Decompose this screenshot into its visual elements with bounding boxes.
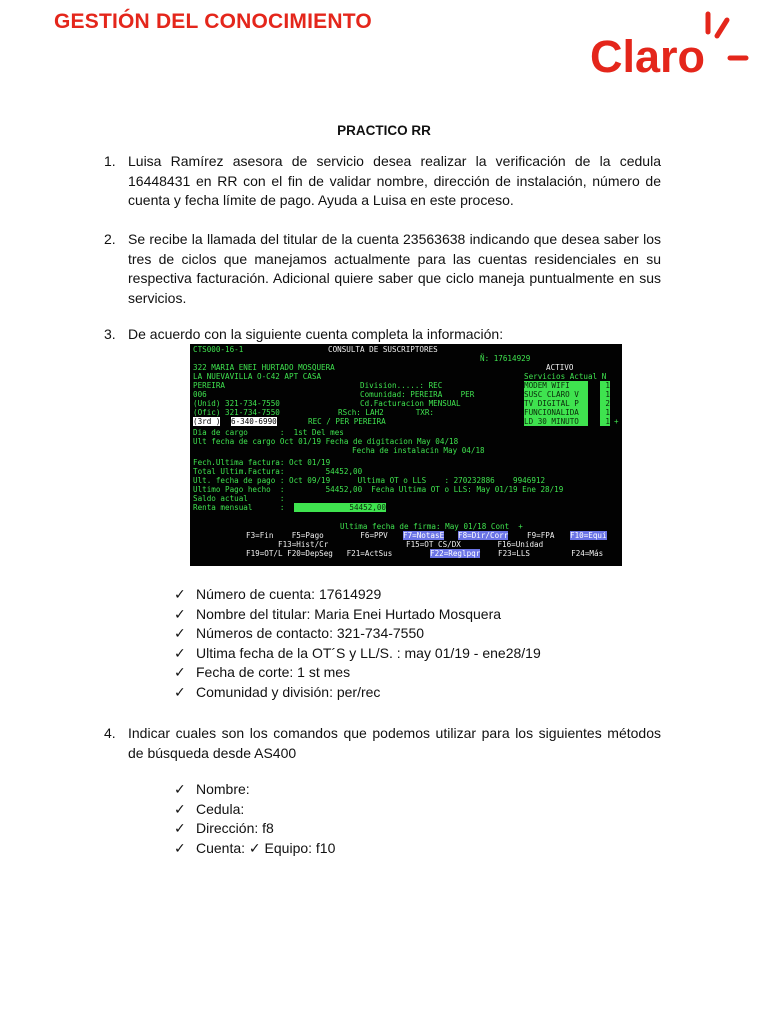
service-count: 1 (600, 381, 610, 390)
list-item: ✓ Nombre del titular: Maria Enei Hurtado Mosquera (174, 605, 541, 625)
phone-3rd: 6-340-6990 (231, 417, 277, 426)
logo-text: Claro (590, 31, 706, 80)
last-charge-date: Ult fecha de cargo Oct 01/19 Fecha de digitacion May 04/18 (193, 437, 459, 446)
rec-label: REC / PER PEREIRA (308, 417, 386, 426)
install-date: Fecha de instalacin May 04/18 (352, 446, 485, 455)
checkmark-icon: ✓ (174, 683, 186, 700)
question-3 (104, 325, 661, 345)
list-item: ✓ Fecha de corte: 1 st mes (174, 663, 541, 683)
last-invoice-total: Total Ultim.Factura: 54452,00 (193, 467, 363, 476)
page-title: GESTIÓN DEL CONOCIMIENTO (54, 10, 372, 33)
monthly-rent-value: 54452,00 (294, 503, 386, 512)
subscriber-address: LA NUEVAVILLA O-C42 APT CASA (193, 372, 322, 381)
last-payment-amount: Ultimo Pago hecho : 54452,00 Fecha Ultima OT o LLS: May 01/19 Ene 28/19 (193, 485, 564, 494)
service-item: SUSC CLARO V (524, 390, 588, 399)
code: 006 (193, 390, 207, 399)
last-invoice-date: Fech.Ultima factura: Oct 01/19 (193, 458, 331, 467)
service-count: 1 (600, 417, 610, 426)
billing-day: Dia de cargo : 1st Del mes (193, 428, 344, 437)
checkmark-icon: ✓ (174, 800, 186, 817)
list-item: ✓ Número de cuenta: 17614929 (174, 585, 541, 605)
f10-key[interactable]: F10=Equi (570, 531, 607, 540)
service-count: 1 (600, 408, 610, 417)
f22-key[interactable]: F22=Reglpqr (430, 549, 481, 558)
account-status: ACTIVO (546, 363, 574, 372)
list-item: ✓ Cedula: (174, 800, 335, 820)
service-item: LD 30 MINUTO (524, 417, 588, 426)
phone-3rd-label: (3rd ) (193, 417, 221, 426)
f8-key[interactable]: F8=Dir/Corr (458, 531, 509, 540)
phone-ofic: (Ofic) 321-734-7550 (193, 408, 280, 417)
question-number: 3. (104, 326, 116, 342)
service-count: 2 (600, 399, 610, 408)
subscriber-name: 322 MARIA ENEI HURTADO MOSQUERA (193, 363, 335, 372)
document-heading: PRACTICO RR (337, 123, 431, 138)
question-text: Indicar cuales son los comandos que podemos utilizar para los siguientes métodos de búsqueda desde AS400 (128, 725, 661, 761)
question-number: 4. (104, 725, 116, 741)
function-keys-row3-end: F23=LLS F24=Más (498, 549, 604, 558)
answers-list-4 (174, 780, 335, 858)
function-keys-row3: F19=OT/L F20=DepSeg F21=ActSus (246, 549, 393, 558)
checkmark-icon: ✓ (174, 781, 186, 797)
answers-list-3 (174, 585, 541, 703)
as400-terminal-screenshot (190, 344, 622, 566)
division: Division.....: REC (360, 381, 443, 390)
question-2 (104, 230, 661, 308)
function-keys-row1: F3=Fin F5=Pago F6=PPV (246, 531, 388, 540)
list-item: ✓ Ultima fecha de la OT´S y LL/S. : may 01/19 - ene28/19 (174, 644, 541, 664)
checkmark-icon: ✓ (174, 644, 186, 661)
question-text: Luisa Ramírez asesora de servicio desea realizar la verificación de la cedula 16448431 en RR con el fin de validar nombre, dirección de instalación, número de cuenta y fecha límite de pago. Ayuda a Luisa en este proceso. (128, 153, 661, 208)
screen-title: CONSULTA DE SUSCRIPTORES (328, 345, 438, 354)
function-keys-row2: F13=Hist/Cr F15=OT CS/DX F16=Unidad (278, 540, 544, 549)
city: PEREIRA (193, 381, 226, 390)
claro-logo (588, 10, 750, 80)
service-count: 1 (600, 390, 610, 399)
program-id: CTS000-16-1 (193, 345, 244, 354)
checkmark-icon: ✓ (174, 625, 186, 642)
service-item: TV DIGITAL P (524, 399, 588, 408)
service-item: MODEM WIFI (524, 381, 588, 390)
list-item: ✓ Cuenta: ✓ Equipo: f10 (174, 839, 335, 859)
question-4 (104, 724, 661, 763)
more-indicator: + (614, 417, 619, 426)
list-item: ✓ Dirección: f8 (174, 819, 335, 839)
checkmark-icon: ✓ (174, 664, 186, 681)
phone-unid: (Unid) 321-734-7550 (193, 399, 280, 408)
question-text: Se recibe la llamada del titular de la cuenta 23563638 indicando que desea saber los tres de ciclos que manejamos actualmente para las cuentas residenciales en su respectiva facturación. Adicional quiere saber que ciclo maneja puntualmente en sus servicios. (128, 231, 661, 306)
last-signature-date: Ultima fecha de firma: May 01/18 Cont + (340, 522, 523, 531)
checkmark-icon: ✓ (174, 820, 186, 837)
services-header: Servicios Actual N (524, 372, 607, 381)
current-balance: Saldo actual : (193, 494, 285, 503)
list-item: ✓ Comunidad y división: per/rec (174, 683, 541, 703)
checkmark-icon: ✓ (174, 605, 186, 622)
f7-key[interactable]: F7=NotasE (403, 531, 445, 540)
checkmark-icon: ✓ (174, 839, 186, 856)
monthly-rent-label: Renta mensual : (193, 503, 285, 512)
question-number: 1. (104, 153, 116, 169)
question-number: 2. (104, 231, 116, 247)
list-item: ✓ Nombre: (174, 780, 335, 800)
question-1 (104, 152, 661, 211)
f9-key[interactable]: F9=FPA (527, 531, 555, 540)
community: Comunidad: PEREIRA PER (360, 390, 475, 399)
checkmark-icon: ✓ (174, 586, 186, 602)
question-text: De acuerdo con la siguiente cuenta completa la información: (128, 326, 504, 342)
service-item: FUNCIONALIDA (524, 408, 588, 417)
billing-cycle: Cd.Facturacion MENSUAL (360, 399, 461, 408)
list-item: ✓ Números de contacto: 321-734-7550 (174, 624, 541, 644)
rsch: RSch: LAH2 TXR: (338, 408, 435, 417)
last-payment-date: Ult. fecha de pago : Oct 09/19 Ultima OT o LLS : 270232886 9946912 (193, 476, 546, 485)
account-number: Ñ: 17614929 (480, 354, 531, 363)
